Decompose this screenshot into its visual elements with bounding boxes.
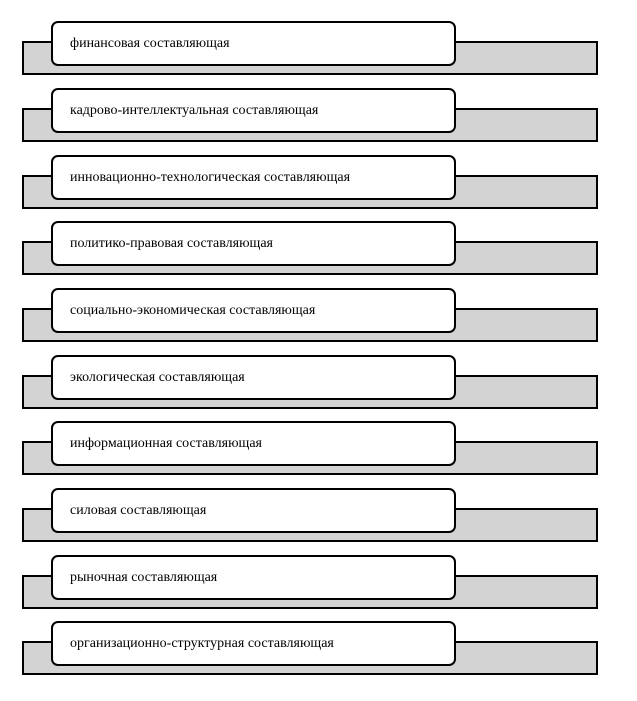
component-label-box (51, 88, 456, 133)
component-label: политико-правовая составляющая (70, 235, 273, 251)
component-label: финансовая составляющая (70, 35, 230, 51)
component-label-box (51, 288, 456, 333)
component-row-financial (0, 21, 637, 83)
component-row-organizational-structural (0, 621, 637, 683)
component-label: силовая составляющая (70, 502, 207, 518)
component-row-innovation-technological (0, 155, 637, 217)
component-label-box (51, 155, 456, 200)
component-label-box (51, 488, 456, 533)
component-row-power (0, 488, 637, 550)
component-row-informational (0, 421, 637, 483)
component-row-market (0, 555, 637, 617)
component-label: социально-экономическая составляющая (70, 302, 316, 318)
component-label-box (51, 21, 456, 66)
component-label: экологическая составляющая (70, 369, 245, 385)
component-label: инновационно-технологическая составляющая (70, 169, 351, 185)
component-label: рыночная составляющая (70, 569, 218, 585)
component-row-personnel-intellectual (0, 88, 637, 150)
component-row-ecological (0, 355, 637, 417)
component-label: информационная составляющая (70, 435, 262, 451)
component-label-box (51, 355, 456, 400)
component-row-political-legal (0, 221, 637, 283)
component-label-box (51, 221, 456, 266)
component-label: кадрово-интеллектуальная составляющая (70, 102, 319, 118)
component-label: организационно-структурная составляющая (70, 635, 334, 651)
component-label-box (51, 421, 456, 466)
component-label-box (51, 621, 456, 666)
component-row-socio-economic (0, 288, 637, 350)
component-label-box (51, 555, 456, 600)
